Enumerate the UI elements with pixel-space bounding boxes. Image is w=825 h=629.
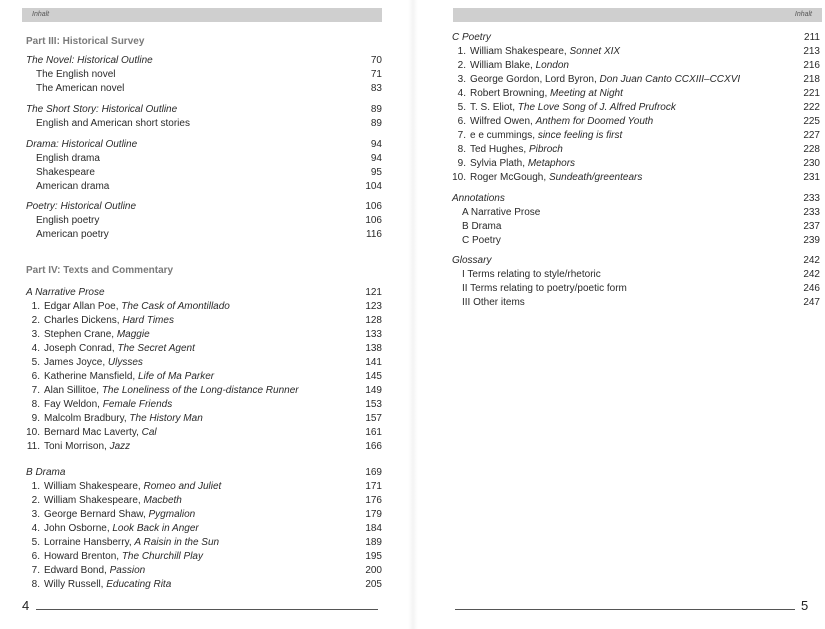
page-number: 166 <box>365 441 382 452</box>
entry-work: Anthem for Doomed Youth <box>535 116 654 127</box>
section-heading-row[interactable] <box>26 286 382 300</box>
page-number: 231 <box>803 172 820 183</box>
page-number: 216 <box>803 60 820 71</box>
entry-title: Drama: Historical Outline <box>26 139 138 150</box>
page-number: 227 <box>803 130 820 141</box>
toc-entry[interactable] <box>452 282 820 296</box>
toc-group-poetry <box>26 200 382 242</box>
entry-number: 2. <box>31 315 40 326</box>
entry-number: 9. <box>31 413 40 424</box>
entry-title: Glossary <box>452 255 492 266</box>
toc-entry[interactable] <box>452 45 820 59</box>
entry-title <box>26 578 171 592</box>
running-header-left <box>22 8 382 22</box>
page-number: 237 <box>803 221 820 232</box>
entry-number: 7. <box>31 385 40 396</box>
entry-author: Malcolm Bradbury, <box>44 413 130 424</box>
entry-number: 8. <box>31 399 40 410</box>
entry-work: Educating Rita <box>106 579 172 590</box>
entry-title <box>26 440 130 454</box>
entry-title <box>26 508 195 522</box>
entry-author: William Shakespeare, <box>44 495 144 506</box>
section-drama <box>26 466 382 592</box>
toc-entry[interactable] <box>452 59 820 73</box>
toc-entry[interactable] <box>26 536 382 550</box>
toc-entry[interactable] <box>26 440 382 454</box>
toc-group-glossary <box>452 254 820 310</box>
toc-group-heading[interactable] <box>452 192 820 206</box>
entry-author: Stephen Crane, <box>44 329 117 340</box>
page-number: 200 <box>365 565 382 576</box>
page-number: 179 <box>365 509 382 520</box>
toc-entry[interactable] <box>26 117 382 131</box>
entry-number: 3. <box>31 329 40 340</box>
section-title: C Poetry <box>452 32 491 43</box>
entry-work: Pygmalion <box>148 509 196 520</box>
toc-entry[interactable] <box>26 82 382 96</box>
page-number: 133 <box>365 329 382 340</box>
header-label: Inhalt <box>32 11 50 18</box>
toc-entry[interactable] <box>26 356 382 370</box>
page-number: 171 <box>365 481 382 492</box>
toc-entry[interactable] <box>26 578 382 592</box>
toc-entry[interactable] <box>452 129 820 143</box>
toc-entry[interactable] <box>26 314 382 328</box>
entry-number: 2. <box>457 60 466 71</box>
entry-author: Wilfred Owen, <box>470 116 536 127</box>
toc-entry[interactable] <box>26 300 382 314</box>
entry-work: London <box>535 60 569 71</box>
toc-entry[interactable] <box>26 180 382 194</box>
page-number: 83 <box>370 83 382 94</box>
prose-entries <box>26 300 382 454</box>
entry-work: Hard Times <box>122 315 174 326</box>
page-number: 195 <box>365 551 382 562</box>
entry-work: Jazz <box>109 441 131 452</box>
entry-title <box>26 356 143 370</box>
page-number: 211 <box>804 32 820 43</box>
entry-author: Alan Sillitoe, <box>44 385 102 396</box>
entry-author: Edward Bond, <box>44 565 110 576</box>
toc-entry[interactable] <box>26 494 382 508</box>
entry-work: Sundeath/greentears <box>548 172 643 183</box>
page-number: 89 <box>370 118 382 129</box>
entry-title <box>26 328 150 342</box>
entry-title <box>26 536 219 550</box>
page-number: 189 <box>365 537 382 548</box>
toc-group-heading[interactable] <box>26 138 382 152</box>
footer-rule <box>455 609 795 610</box>
toc-group-annotations <box>452 192 820 248</box>
page-number: 116 <box>366 229 382 240</box>
toc-entry[interactable] <box>26 522 382 536</box>
toc-entry[interactable] <box>452 296 820 310</box>
entry-number: 10. <box>452 172 466 183</box>
entry-author: Robert Browning, <box>470 88 551 99</box>
entry-title <box>26 314 174 328</box>
entry-work: A Raisin in the Sun <box>134 537 220 548</box>
entry-number: 6. <box>31 371 40 382</box>
toc-entry[interactable] <box>26 384 382 398</box>
entry-number: 3. <box>31 509 40 520</box>
entry-author: Willy Russell, <box>44 579 107 590</box>
entry-work: Macbeth <box>143 495 182 506</box>
toc-entry[interactable] <box>452 143 820 157</box>
entry-work: Pibroch <box>528 144 563 155</box>
page-number: 141 <box>365 357 382 368</box>
entry-number: 6. <box>457 116 466 127</box>
toc-entry[interactable] <box>26 426 382 440</box>
entry-author: William Shakespeare, <box>470 46 570 57</box>
entry-work: Ulysses <box>107 357 143 368</box>
entry-work: Maggie <box>116 329 150 340</box>
entry-title: English drama <box>36 153 100 164</box>
entry-title: Poetry: Historical Outline <box>26 201 137 212</box>
entry-number: 5. <box>31 357 40 368</box>
toc-group-drama <box>26 138 382 194</box>
toc-entry[interactable] <box>26 370 382 384</box>
page-number: 89 <box>370 104 382 115</box>
section-heading-row[interactable] <box>452 31 820 45</box>
entry-author: William Blake, <box>470 60 536 71</box>
entry-title: English poetry <box>36 215 100 226</box>
entry-number: 7. <box>31 565 40 576</box>
toc-entry[interactable] <box>26 398 382 412</box>
entry-title: II Terms relating to poetry/poetic form <box>462 283 627 294</box>
entry-work: Metaphors <box>527 158 576 169</box>
toc-entry[interactable] <box>452 157 820 171</box>
entry-work: The Love Song of J. Alfred Prufrock <box>517 102 676 113</box>
page-number: 106 <box>365 201 382 212</box>
page-number: 161 <box>365 427 382 438</box>
entry-title: American poetry <box>36 229 109 240</box>
toc-group-heading[interactable] <box>26 200 382 214</box>
entry-author: Ted Hughes, <box>470 144 529 155</box>
entry-title <box>452 129 622 143</box>
toc-entry[interactable] <box>452 220 820 234</box>
toc-entry[interactable] <box>26 214 382 228</box>
page-number: 94 <box>370 153 382 164</box>
toc-group-novel <box>26 54 382 96</box>
entry-work: The Cask of Amontillado <box>121 301 230 312</box>
entry-author: Toni Morrison, <box>44 441 110 452</box>
entry-work: Look Back in Anger <box>112 523 199 534</box>
entry-author: Bernard Mac Laverty, <box>44 427 142 438</box>
entry-author: Charles Dickens, <box>44 315 123 326</box>
entry-author: Sylvia Plath, <box>470 158 528 169</box>
toc-group-heading[interactable] <box>26 103 382 117</box>
entry-number: 3. <box>457 74 466 85</box>
entry-title: B Drama <box>462 221 502 232</box>
page-number: 104 <box>365 181 382 192</box>
toc-entry[interactable] <box>26 508 382 522</box>
toc-entry[interactable] <box>452 87 820 101</box>
entry-title <box>26 494 182 508</box>
entry-title: The American novel <box>36 83 125 94</box>
toc-entry[interactable] <box>26 412 382 426</box>
toc-entry[interactable] <box>26 68 382 82</box>
entry-author: George Bernard Shaw, <box>44 509 149 520</box>
entry-work: Sonnet XIX <box>569 46 621 57</box>
entry-title <box>26 522 199 536</box>
entry-number: 1. <box>31 301 40 312</box>
page-number-footer: 5 <box>801 598 809 613</box>
entry-title <box>452 115 653 129</box>
entry-title <box>452 73 740 87</box>
toc-entry[interactable] <box>452 101 820 115</box>
page-number: 94 <box>370 139 382 150</box>
toc-entry[interactable] <box>26 564 382 578</box>
section-narrative-prose <box>26 286 382 454</box>
page-number: 242 <box>803 255 820 266</box>
page-number: 184 <box>365 523 382 534</box>
entry-number: 4. <box>31 343 40 354</box>
page-number: 222 <box>803 102 820 113</box>
entry-title: I Terms relating to style/rhetoric <box>462 269 601 280</box>
entry-number: 4. <box>31 523 40 534</box>
entry-title <box>452 157 575 171</box>
toc-entry[interactable] <box>452 171 820 185</box>
entry-author: Howard Brenton, <box>44 551 122 562</box>
entry-title <box>26 564 145 578</box>
section-heading-row[interactable] <box>26 466 382 480</box>
poetry-entries <box>452 45 820 185</box>
entry-title <box>26 342 195 356</box>
entry-number: 10. <box>26 427 40 438</box>
entry-title: The English novel <box>36 69 116 80</box>
entry-title: Annotations <box>452 193 505 204</box>
entry-title: English and American short stories <box>36 118 190 129</box>
entry-title <box>26 384 299 398</box>
entry-work: The Secret Agent <box>117 343 195 354</box>
entry-number: 5. <box>457 102 466 113</box>
page-number: 145 <box>365 371 382 382</box>
toc-group-heading[interactable] <box>452 254 820 268</box>
entry-title: The Novel: Historical Outline <box>26 55 153 66</box>
page-number: 153 <box>365 399 382 410</box>
toc-entry[interactable] <box>452 206 820 220</box>
entry-author: Lorraine Hansberry, <box>44 537 135 548</box>
entry-title <box>26 426 157 440</box>
part-heading: Part III: Historical Survey <box>26 36 145 47</box>
part-heading: Part IV: Texts and Commentary <box>26 265 174 276</box>
footer-rule <box>36 609 378 610</box>
toc-group-heading[interactable] <box>26 54 382 68</box>
entry-number: 7. <box>457 130 466 141</box>
entry-title <box>452 171 642 185</box>
page-number: 247 <box>803 297 820 308</box>
entry-number: 8. <box>31 579 40 590</box>
entry-title <box>26 398 172 412</box>
entry-number: 4. <box>457 88 466 99</box>
toc-entry[interactable] <box>26 166 382 180</box>
entry-number: 5. <box>31 537 40 548</box>
page-number: 233 <box>803 193 820 204</box>
page-number: 71 <box>370 69 382 80</box>
entry-title: The Short Story: Historical Outline <box>26 104 178 115</box>
page-number: 70 <box>370 55 382 66</box>
toc-entry[interactable] <box>26 480 382 494</box>
page-number: 157 <box>365 413 382 424</box>
page-number: 242 <box>803 269 820 280</box>
running-header-right <box>453 8 822 22</box>
section-title: A Narrative Prose <box>26 287 105 298</box>
entry-work: since feeling is first <box>537 130 623 141</box>
entry-title <box>26 412 203 426</box>
section-title: B Drama <box>26 467 66 478</box>
page-number: 176 <box>365 495 382 506</box>
page-number: 218 <box>803 74 820 85</box>
entry-author: T. S. Eliot, <box>470 102 518 113</box>
entry-number: 9. <box>457 158 466 169</box>
toc-entry[interactable] <box>26 152 382 166</box>
drama-entries <box>26 480 382 592</box>
entry-work: The Churchill Play <box>121 551 203 562</box>
toc-entry[interactable] <box>26 328 382 342</box>
page-number: 233 <box>803 207 820 218</box>
entry-author: John Osborne, <box>44 523 113 534</box>
toc-entry[interactable] <box>452 268 820 282</box>
right-page <box>415 0 825 629</box>
entry-number: 1. <box>31 481 40 492</box>
entry-work: Life of Ma Parker <box>137 371 215 382</box>
entry-number: 6. <box>31 551 40 562</box>
page-number: 106 <box>365 215 382 226</box>
toc-entry[interactable] <box>452 115 820 129</box>
page-number: 246 <box>803 283 820 294</box>
entry-number: 2. <box>31 495 40 506</box>
entry-work: Passion <box>109 565 146 576</box>
entry-author: Joseph Conrad, <box>44 343 118 354</box>
toc-entry[interactable] <box>26 342 382 356</box>
entry-work: The Loneliness of the Long-distance Runner <box>101 385 299 396</box>
header-label: Inhalt <box>794 11 812 18</box>
page-number: 239 <box>803 235 820 246</box>
page-number-footer: 4 <box>22 598 30 613</box>
entry-work: Meeting at Night <box>550 88 623 99</box>
entry-author: James Joyce, <box>44 357 108 368</box>
entry-author: Edgar Allan Poe, <box>44 301 122 312</box>
page-number: 121 <box>365 287 382 298</box>
page-number: 128 <box>365 315 382 326</box>
page-number: 95 <box>370 167 382 178</box>
entry-author: Fay Weldon, <box>44 399 103 410</box>
entry-title <box>452 59 569 73</box>
entry-author: Roger McGough, <box>470 172 549 183</box>
toc-entry[interactable] <box>452 73 820 87</box>
page-number: 169 <box>365 467 382 478</box>
entry-author: William Shakespeare, <box>44 481 144 492</box>
entry-title <box>26 370 214 384</box>
page-number: 138 <box>365 343 382 354</box>
entry-title: III Other items <box>462 297 525 308</box>
entry-title <box>26 480 221 494</box>
toc-entry[interactable] <box>452 234 820 248</box>
page-number: 230 <box>803 158 820 169</box>
toc-group-short-story <box>26 103 382 131</box>
entry-author: Katherine Mansfield, <box>44 371 138 382</box>
entry-title <box>26 550 203 564</box>
entry-title: Shakespeare <box>36 167 95 178</box>
entry-number: 8. <box>457 144 466 155</box>
entry-work: Romeo and Juliet <box>143 481 222 492</box>
entry-work: The History Man <box>129 413 203 424</box>
entry-title <box>26 300 230 314</box>
left-page <box>0 0 410 629</box>
entry-number: 11. <box>26 441 40 452</box>
page-number: 228 <box>803 144 820 155</box>
entry-author: e e cummings, <box>470 130 538 141</box>
entry-number: 1. <box>457 46 466 57</box>
entry-title: A Narrative Prose <box>462 207 541 218</box>
page-number: 221 <box>803 88 820 99</box>
entry-work: Don Juan Canto CCXIII–CCXVI <box>599 74 741 85</box>
entry-title: C Poetry <box>462 235 501 246</box>
entry-title: American drama <box>36 181 110 192</box>
entry-author: George Gordon, Lord Byron, <box>470 74 600 85</box>
entry-work: Female Friends <box>102 399 173 410</box>
page-number: 123 <box>365 301 382 312</box>
page-number: 213 <box>803 46 820 57</box>
entry-title <box>452 101 676 115</box>
section-poetry <box>452 31 820 185</box>
entry-work: Cal <box>141 427 157 438</box>
entry-title <box>452 87 623 101</box>
page-number: 205 <box>365 579 382 590</box>
entry-title <box>452 143 563 157</box>
entry-title <box>452 45 620 59</box>
page-number: 225 <box>803 116 820 127</box>
toc-entry[interactable] <box>26 228 382 242</box>
page-number: 149 <box>365 385 382 396</box>
toc-entry[interactable] <box>26 550 382 564</box>
